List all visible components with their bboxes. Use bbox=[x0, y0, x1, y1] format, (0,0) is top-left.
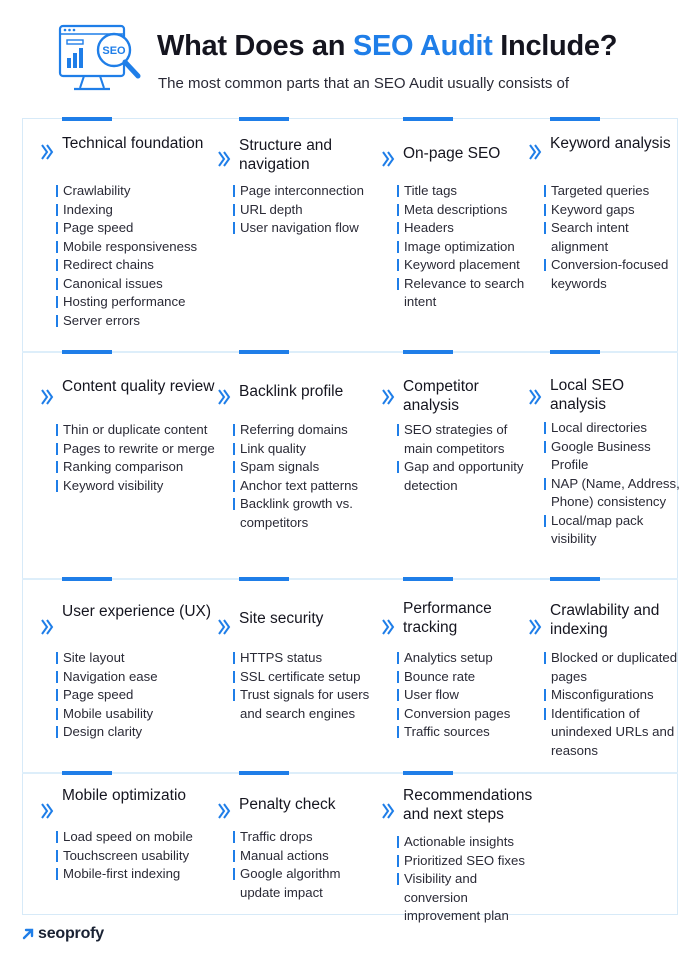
list-item: Keyword placement bbox=[397, 256, 537, 275]
double-chevron-icon bbox=[381, 618, 395, 636]
list-item: Mobile-first indexing bbox=[56, 865, 221, 884]
header bbox=[0, 0, 700, 110]
list-item: Design clarity bbox=[56, 723, 221, 742]
double-chevron-icon bbox=[40, 143, 54, 161]
list-item: Misconfigurations bbox=[544, 686, 684, 705]
page-subtitle: The most common parts that an SEO Audit usually consists of bbox=[158, 75, 570, 92]
list-item: Local directories bbox=[544, 419, 684, 438]
list-item: Keyword gaps bbox=[544, 201, 684, 220]
card-title: Competitor analysis bbox=[403, 378, 479, 414]
list-item: Meta descriptions bbox=[397, 201, 537, 220]
card-item-list bbox=[233, 828, 383, 902]
card-title: Technical foundation bbox=[62, 135, 204, 152]
card-title: Backlink profile bbox=[239, 383, 344, 400]
card-accent-bar bbox=[403, 350, 453, 354]
list-item: Bounce rate bbox=[397, 668, 537, 687]
card-title: Performance tracking bbox=[403, 600, 492, 636]
list-item: NAP (Name, Address, Phone) consistency bbox=[544, 475, 684, 512]
double-chevron-icon bbox=[217, 802, 231, 820]
list-item: Mobile responsiveness bbox=[56, 238, 221, 257]
card-accent-bar bbox=[62, 350, 112, 354]
list-item: Spam signals bbox=[233, 458, 383, 477]
double-chevron-icon bbox=[381, 802, 395, 820]
list-item: Actionable insights bbox=[397, 833, 537, 852]
list-item: Referring domains bbox=[233, 421, 383, 440]
card-item-list bbox=[233, 421, 383, 532]
title-accent: SEO Audit bbox=[352, 30, 493, 62]
list-item: HTTPS status bbox=[233, 649, 383, 668]
card-item-list bbox=[397, 833, 537, 926]
list-item: Pages to rewrite or merge bbox=[56, 440, 221, 459]
card-item-list bbox=[544, 649, 684, 760]
list-item: Crawlability bbox=[56, 182, 221, 201]
row-divider bbox=[22, 772, 678, 774]
card-item-list bbox=[56, 421, 221, 495]
list-item: Trust signals for users and search engines bbox=[233, 686, 383, 723]
seo-monitor-magnifier-icon bbox=[58, 24, 144, 98]
list-item: Link quality bbox=[233, 440, 383, 459]
list-item: Keyword visibility bbox=[56, 477, 221, 496]
list-item: URL depth bbox=[233, 201, 383, 220]
double-chevron-icon bbox=[528, 618, 542, 636]
svg-text:SEO: SEO bbox=[102, 45, 126, 57]
card-accent-bar bbox=[239, 771, 289, 775]
list-item: Search intent alignment bbox=[544, 219, 684, 256]
card-title: Site security bbox=[239, 610, 324, 627]
list-item: Conversion-focused keywords bbox=[544, 256, 684, 293]
card-title: Mobile optimizatio bbox=[62, 787, 187, 804]
card-item-list bbox=[233, 182, 383, 238]
list-item: Indexing bbox=[56, 201, 221, 220]
brand-name: seoprofy bbox=[38, 925, 104, 942]
card-title: Content quality review bbox=[62, 378, 215, 395]
list-item: Ranking comparison bbox=[56, 458, 221, 477]
card-accent-bar bbox=[62, 577, 112, 581]
list-item: Backlink growth vs. competitors bbox=[233, 495, 383, 532]
card-title: Structure and navigation bbox=[239, 137, 333, 173]
card-title: Keyword analysis bbox=[550, 135, 671, 152]
list-item: Headers bbox=[397, 219, 537, 238]
list-item: Google algorithm update impact bbox=[233, 865, 383, 902]
card-title: Recommendations and next steps bbox=[403, 787, 533, 823]
double-chevron-icon bbox=[40, 388, 54, 406]
seoprofy-logo bbox=[22, 924, 104, 944]
card-item-list bbox=[397, 182, 537, 312]
list-item: Image optimization bbox=[397, 238, 537, 257]
card-title: User experience (UX) bbox=[62, 603, 212, 620]
list-item: Mobile usability bbox=[56, 705, 221, 724]
card-title: Penalty check bbox=[239, 796, 336, 813]
list-item: Traffic drops bbox=[233, 828, 383, 847]
card-item-list bbox=[544, 419, 684, 549]
arrow-logo-icon bbox=[22, 928, 34, 940]
list-item: Canonical issues bbox=[56, 275, 221, 294]
card-accent-bar bbox=[62, 117, 112, 121]
card-item-list bbox=[56, 828, 221, 884]
list-item: Anchor text patterns bbox=[233, 477, 383, 496]
card-accent-bar bbox=[239, 350, 289, 354]
card-title: Local SEO analysis bbox=[550, 377, 625, 413]
double-chevron-icon bbox=[40, 802, 54, 820]
card-accent-bar bbox=[239, 117, 289, 121]
double-chevron-icon bbox=[528, 143, 542, 161]
card-item-list bbox=[544, 182, 684, 293]
list-item: Conversion pages bbox=[397, 705, 537, 724]
card-accent-bar bbox=[403, 771, 453, 775]
card-item-list bbox=[397, 421, 537, 495]
list-item: Thin or duplicate content bbox=[56, 421, 221, 440]
list-item: Analytics setup bbox=[397, 649, 537, 668]
list-item: Targeted queries bbox=[544, 182, 684, 201]
list-item: Title tags bbox=[397, 182, 537, 201]
card-accent-bar bbox=[239, 577, 289, 581]
list-item: Page speed bbox=[56, 686, 221, 705]
list-item: Visibility and conversion improvement plan bbox=[397, 870, 537, 926]
list-item: Traffic sources bbox=[397, 723, 537, 742]
list-item: Page interconnection bbox=[233, 182, 383, 201]
list-item: Load speed on mobile bbox=[56, 828, 221, 847]
card-item-list bbox=[233, 649, 383, 723]
list-item: Relevance to search intent bbox=[397, 275, 537, 312]
list-item: User navigation flow bbox=[233, 219, 383, 238]
double-chevron-icon bbox=[40, 618, 54, 636]
list-item: Redirect chains bbox=[56, 256, 221, 275]
list-item: SSL certificate setup bbox=[233, 668, 383, 687]
double-chevron-icon bbox=[217, 150, 231, 168]
list-item: Site layout bbox=[56, 649, 221, 668]
card-accent-bar bbox=[403, 577, 453, 581]
card-item-list bbox=[56, 182, 221, 330]
double-chevron-icon bbox=[528, 388, 542, 406]
double-chevron-icon bbox=[217, 618, 231, 636]
list-item: User flow bbox=[397, 686, 537, 705]
card-title: On-page SEO bbox=[403, 145, 501, 162]
list-item: Touchscreen usability bbox=[56, 847, 221, 866]
list-item: Manual actions bbox=[233, 847, 383, 866]
list-item: Page speed bbox=[56, 219, 221, 238]
double-chevron-icon bbox=[381, 150, 395, 168]
card-accent-bar bbox=[62, 771, 112, 775]
double-chevron-icon bbox=[381, 388, 395, 406]
page-title: What Does an SEO Audit Include? bbox=[157, 30, 618, 62]
list-item: Blocked or duplicated pages bbox=[544, 649, 684, 686]
card-accent-bar bbox=[403, 117, 453, 121]
list-item: Identification of unindexed URLs and reasons bbox=[544, 705, 684, 761]
card-title: Crawlability and indexing bbox=[550, 602, 660, 638]
card-item-list bbox=[397, 649, 537, 742]
list-item: Server errors bbox=[56, 312, 221, 331]
list-item: Google Business Profile bbox=[544, 438, 684, 475]
double-chevron-icon bbox=[217, 388, 231, 406]
card-accent-bar bbox=[550, 350, 600, 354]
list-item: Hosting performance bbox=[56, 293, 221, 312]
list-item: Prioritized SEO fixes bbox=[397, 852, 537, 871]
list-item: Local/map pack visibility bbox=[544, 512, 684, 549]
card-accent-bar bbox=[550, 117, 600, 121]
card-accent-bar bbox=[550, 577, 600, 581]
card-item-list bbox=[56, 649, 221, 742]
list-item: Navigation ease bbox=[56, 668, 221, 687]
list-item: Gap and opportunity detection bbox=[397, 458, 537, 495]
list-item: SEO strategies of main competitors bbox=[397, 421, 537, 458]
